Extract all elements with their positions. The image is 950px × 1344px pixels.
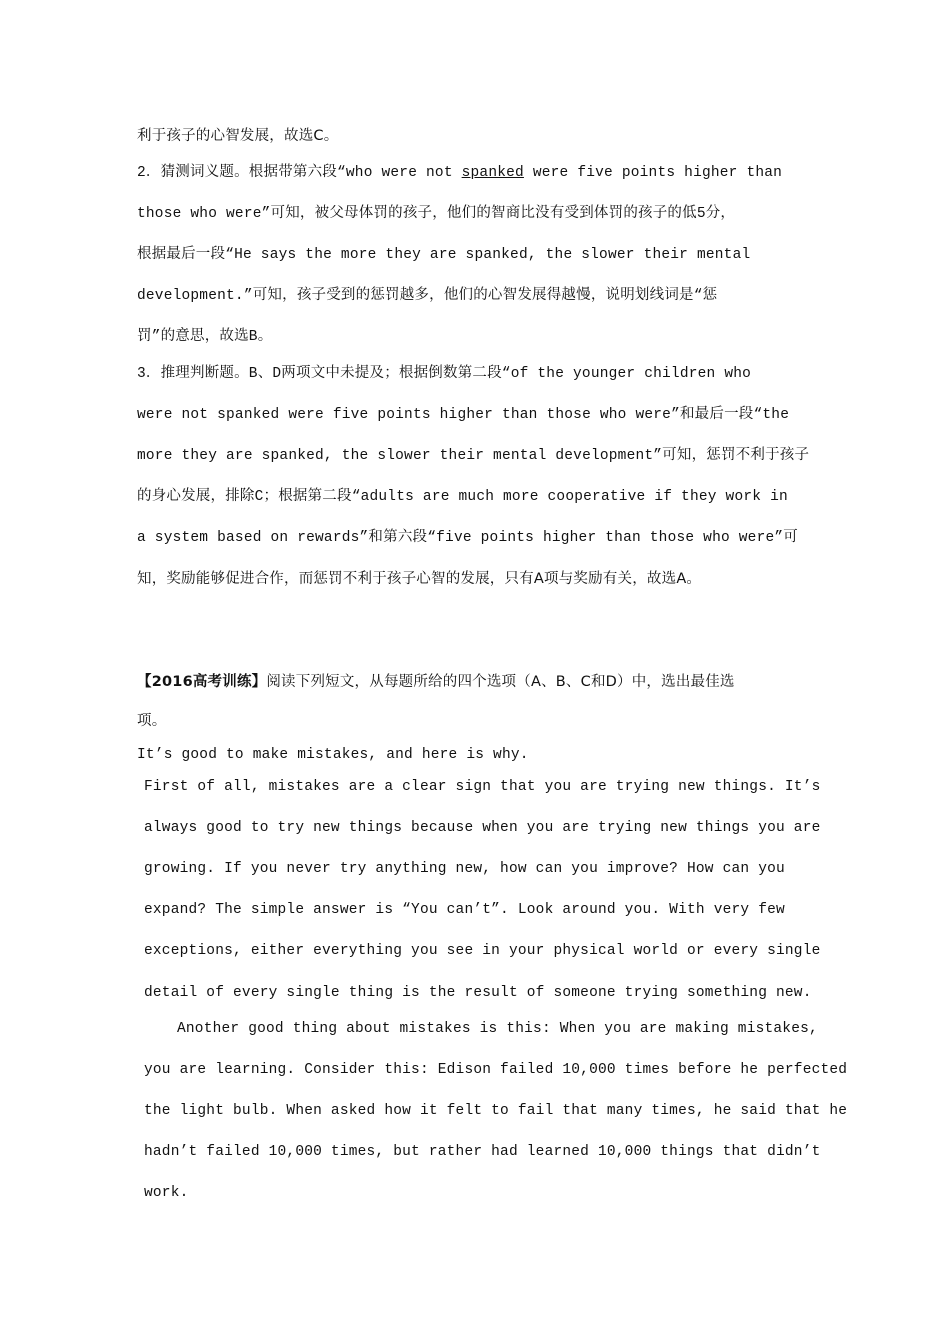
answer-line-10: 的身心发展，排除C；根据第二段“adults are much more cooperative if they work in [137, 489, 788, 505]
paragraph-2-line: you are learning. Consider this: Edison failed 10,000 times before he perfected [144, 1062, 848, 1078]
answer-line-11: a system based on rewards”和第六段“five points higher than those who were”可 [137, 530, 798, 546]
answer-line-2 [137, 163, 782, 183]
paragraph-1-line: growing. If you never try anything new, how can you improve? How can you [144, 861, 785, 877]
paragraph-1-line: exceptions, either everything you see in your physical world or every single [144, 943, 821, 959]
answer-line-6: 罚”的意思，故选B。 [137, 329, 273, 345]
paragraph-2-line: the light bulb. When asked how it felt to fail that many times, he said that he [144, 1103, 848, 1119]
instruction-text: 阅读下列短文，从每题所给的四个选项（A、B、C和D）中，选出最佳选 [266, 674, 735, 690]
answer-line-4: 根据最后一段“He says the more they are spanked, the slower their mental [137, 247, 751, 263]
answer-line-12: 知，奖励能够促进合作，而惩罚不利于孩子心智的发展，只有A项与奖励有关，故选A。 [137, 571, 702, 587]
paragraph-2-line: hadn’t failed 10,000 times, but rather had learned 10,000 things that didn’t [144, 1144, 821, 1160]
exercise-instruction [137, 672, 735, 693]
instruction-continued: 项。 [137, 713, 167, 729]
paragraph-1-line: First of all, mistakes are a clear sign that you are trying new things. It’s [144, 779, 821, 795]
answer-line-2-start: 2．猜测词义题。根据带第六段“who were not [137, 165, 462, 181]
passage-title: It’s good to make mistakes, and here is why. [137, 747, 529, 763]
answer-line-5: development.”可知，孩子受到的惩罚越多，他们的心智发展得越慢，说明划线词是“惩 [137, 288, 718, 304]
answer-line-1: 利于孩子的心智发展，故选C。 [137, 128, 339, 144]
underlined-word: spanked [461, 165, 524, 181]
exercise-tag: 【2016高考训练】 [137, 674, 267, 690]
answer-line-3: those who were”可知，被父母体罚的孩子，他们的智商比没有受到体罚的孩子的低5分， [137, 206, 736, 222]
answer-line-7: 3．推理判断题。B、D两项文中未提及；根据倒数第二段“of the younger children who [137, 366, 752, 382]
answer-line-8: were not spanked were five points higher than those who were”和最后一段“the [137, 407, 790, 423]
paragraph-2-line: Another good thing about mistakes is this: When you are making mistakes, [177, 1021, 818, 1037]
answer-line-9: more they are spanked, the slower their mental development”可知，惩罚不利于孩子 [137, 448, 810, 464]
paragraph-2-line: work. [144, 1185, 189, 1201]
paragraph-1-line: detail of every single thing is the result of someone trying something new. [144, 985, 812, 1001]
paragraph-1-line: always good to try new things because when you are trying new things you are [144, 820, 821, 836]
answer-line-2-end: were five points higher than [523, 165, 783, 181]
paragraph-1-line: expand? The simple answer is “You can’t”. Look around you. With very few [144, 902, 785, 918]
